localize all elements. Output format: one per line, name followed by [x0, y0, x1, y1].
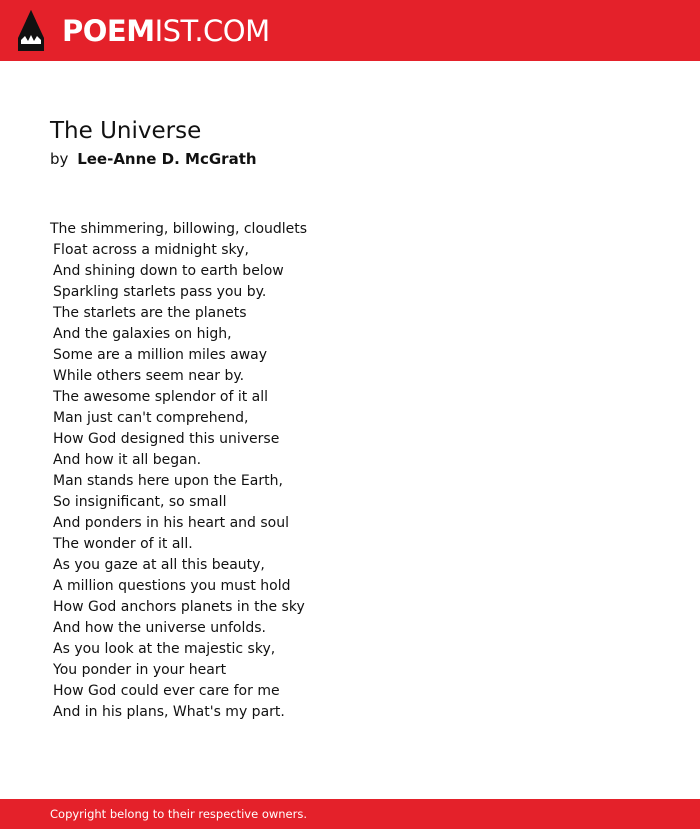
poem-line: And in his plans, What's my part.	[53, 704, 285, 720]
poem-body	[50, 219, 307, 723]
poem-title: The Universe	[50, 118, 202, 144]
poem-line: And ponders in his heart and soul	[53, 515, 290, 531]
poem-line: Some are a million miles away	[53, 347, 268, 363]
poem-line: A million questions you must hold	[53, 578, 291, 594]
poem-line: As you gaze at all this beauty,	[53, 557, 265, 573]
brand-light-text: IST.COM	[154, 14, 270, 48]
poem-line: The starlets are the planets	[53, 305, 247, 321]
poem-line: And the galaxies on high,	[53, 326, 232, 342]
footer-bar	[0, 799, 700, 829]
poem-line: Man stands here upon the Earth,	[53, 473, 283, 489]
site-logo-link[interactable]	[62, 12, 270, 50]
poem-line: How God anchors planets in the sky	[53, 599, 305, 615]
by-label: by	[50, 150, 69, 168]
poem-line: You ponder in your heart	[53, 662, 227, 678]
poem-line: The shimmering, billowing, cloudlets	[50, 221, 308, 237]
brand-bold-text: POEM	[62, 14, 155, 48]
poem-line: And how the universe unfolds.	[53, 620, 266, 636]
poem-line: While others seem near by.	[53, 368, 245, 384]
pencil-tip-icon[interactable]	[18, 10, 44, 51]
poem-line: And how it all began.	[53, 452, 202, 468]
author-name: Lee-Anne D. McGrath	[77, 150, 257, 168]
poem-line: Sparkling starlets pass you by.	[53, 284, 267, 300]
poem-line: Man just can't comprehend,	[53, 410, 249, 426]
poem-line: Float across a midnight sky,	[53, 242, 249, 258]
header-bar	[0, 0, 700, 61]
poem-line: The wonder of it all.	[53, 536, 193, 552]
poem-line: And shining down to earth below	[53, 263, 284, 279]
copyright-text: Copyright belong to their respective owners.	[50, 807, 308, 821]
poem-line: As you look at the majestic sky,	[53, 641, 276, 657]
poem-line: How God could ever care for me	[53, 683, 280, 699]
poem-line: So insignificant, so small	[53, 494, 227, 510]
poem-line: How God designed this universe	[53, 431, 280, 447]
poem-line: The awesome splendor of it all	[53, 389, 269, 405]
poem-byline	[50, 148, 257, 170]
